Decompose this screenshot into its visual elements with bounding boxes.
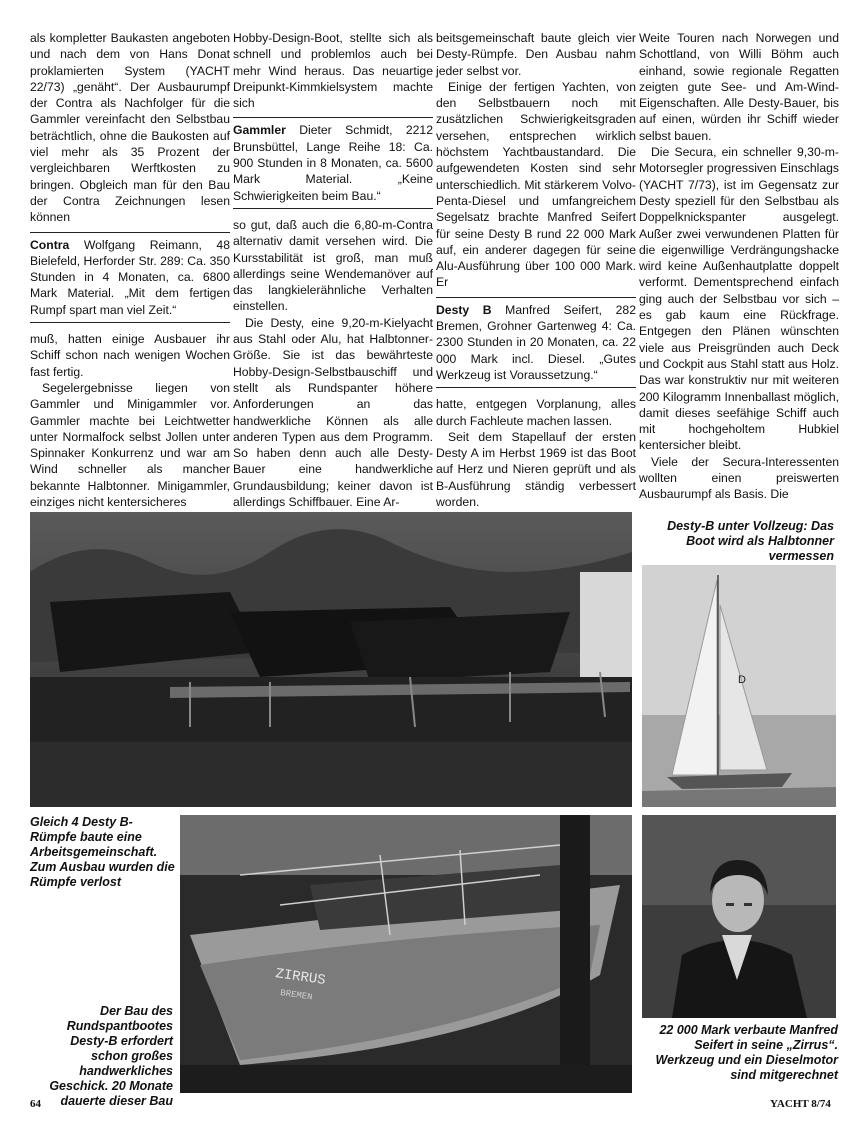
photo-hulls-yard — [30, 512, 632, 807]
builder-details: Wolfgang Reimann, 48 Bielefeld, Herforder Str. 289: Ca. 350 Stunden in 4 Monaten, ca. 6800 Mark Material. „Mit dem fertigen Rumpf spart man viel Zeit.“ — [30, 237, 230, 317]
text-column-2 — [233, 30, 433, 510]
photo-portrait-seifert — [642, 815, 836, 1018]
builder-info-box — [233, 117, 433, 208]
article-paragraph: Die Secura, ein schneller 9,30-m-Motorsegler progressiven Einschlags (YACHT 7/73), ist im Gegensatz zur Desty speziell für den Selbstbau als Doppelknickspanter ausgelegt. Außer zwei verwundenen Platten für die eigenwillige Verdrängungshacke wird keine Außenhautplatte doppelt verformt. Dementsprechend einfach ging auch der Selbstbau vor sich – es gab kaum eine Rückfrage. Entgegen den Plänen wünschten viele aus Preisgründen auch Deck und Cockpit aus Stahl statt aus Holz. Das war konstruktiv nur mit weiteren 200 Kilogramm Innenballast möglich, damit dieses seefähige Schiff auch mit hochgeholtem Hubkiel kentersicher bleibt. — [639, 145, 839, 453]
photo-desty-sailing — [642, 565, 836, 807]
builder-boat-name: Contra — [30, 237, 70, 252]
issue-label: YACHT 8/74 — [770, 1098, 831, 1110]
svg-text:ZIRRUS: ZIRRUS — [274, 966, 327, 989]
photo-hull-construction — [180, 815, 632, 1093]
caption-construction: Der Bau des Rundspantbootes Desty-B erfordert schon großes handwerkliches Geschick. 20 Monate dauerte dieser Bau — [49, 1004, 173, 1108]
builder-boat-name: Desty B — [436, 302, 492, 317]
caption-desty-sailing: Desty-B unter Vollzeug: Das Boot wird als Halbtonner vermessen — [667, 519, 834, 563]
builder-info-box — [436, 297, 636, 388]
photo-desty-sailing-image — [642, 565, 836, 807]
article-paragraph: Weite Touren nach Norwegen und Schottland, von Willi Böhm auch einhand, sowie regionale Regatten zeigten gute See- und Am-Wind-Eigenschaften. Alle Desty-Bauer, bis auf einen, würden ihr Schiff wieder selbst bauen. — [639, 31, 839, 143]
photo-portrait-seifert-image — [642, 815, 836, 1018]
article-paragraph: Segelergebnisse liegen von Gammler und Minigammler vor. Gammler machte bei Leichtwetter unter Normalfock selbst Jollen unter Spinnaker Konkurrenz und war am Wind schneller als mancher bekannte Halbtonner. Minigammler, einziges nicht kentersicheres — [30, 380, 230, 510]
article-paragraph: muß, hatten einige Ausbauer ihr Schiff schon nach wenigen Wochen fast fertig. — [30, 332, 230, 379]
article-paragraph: Viele der Secura-Interessenten wollten einen preiswerten Ausbaurumpf als Basis. Die — [639, 454, 839, 502]
builder-details: Dieter Schmidt, 2212 Brunsbüttel, Lange Reihe 18: Ca. 900 Stunden in 8 Monaten, ca. 5600 Mark Material. „Keine Schwierigkeiten beim Bau.“ — [233, 123, 433, 203]
page-number: 64 — [30, 1098, 41, 1110]
article-paragraph: Seit dem Stapellauf der ersten Desty A im Herbst 1969 ist das Boot auf Herz und Nieren geprüft und als B-Ausführung ständig verbessert worden. — [436, 429, 636, 510]
article-paragraph: Die Desty, eine 9,20-m-Kielyacht aus Stahl oder Alu, hat Halbtonner-Größe. Sie ist das bewährteste Hobby-Design-Selbstbauschiff und stellt als Rundspanter höhere Anforderungen an das handwerkliche Können als alle anderen Typen aus dem Programm. So haben denn auch alle Desty-Bauer eine handwerkliche Grundausbildung; keiner davon ist allerdings Schiffbauer. Eine Ar- — [233, 315, 433, 510]
photo-hull-construction-image — [180, 815, 632, 1093]
builder-details: Manfred Seifert, 282 Bremen, Grohner Gartenweg 4: Ca. 2300 Stunden in 20 Monaten, ca. 22 000 Mark incl. Diesel. „Gutes Werkzeug ist Voraussetzung.“ — [436, 302, 636, 382]
text-column-1 — [30, 30, 230, 510]
svg-text:D: D — [738, 674, 746, 686]
text-column-4 — [639, 30, 839, 503]
article-paragraph: beitsgemeinschaft baute gleich vier Desty-Rümpfe. Den Ausbau nahm jeder selbst vor. — [436, 31, 636, 78]
article-paragraph: Hobby-Design-Boot, stellte sich als schnell und problemlos auch bei mehr Wind heraus. Das neuartige Dreipunkt-Kimmkielsystem machte sich — [233, 31, 433, 111]
photo-hulls-yard-image — [30, 512, 632, 807]
svg-text:BREMEN: BREMEN — [279, 988, 314, 1003]
article-paragraph: Einige der fertigen Yachten, von den Selbstbauern noch mit zusätzlichen Schwierigkeitsgraden versehen, entsprechen wirklich höchstem Yachtbaustandard. Die aufgewendeten Kosten sind sehr unterschiedlich. Mit stärkerem Volvo-Penta-Diesel und umfangreichem Segelsatz brachte Manfred Seifert für seine Desty B rund 22 000 Mark auf, ein anderer dagegen für seine Alu-Ausführung über 100 000 Mark. Er — [436, 79, 636, 290]
caption-four-hulls: Gleich 4 Desty B-Rümpfe baute eine Arbeitsgemeinschaft. Zum Ausbau wurden die Rümpfe verlost — [30, 815, 175, 889]
text-column-3 — [436, 30, 636, 510]
builder-boat-name: Gammler — [233, 123, 286, 138]
caption-portrait: 22 000 Mark verbaute Manfred Seifert in seine „Zirrus“. Werkzeug und ein Dieselmotor sind mitgerechnet — [655, 1023, 838, 1082]
builder-info-box — [30, 232, 230, 323]
article-paragraph: als kompletter Baukasten angeboten und nach dem von Hans Donat proklamierten System (YACHT 22/73) „genäht“. Der Ausbaurumpf der Contra als Nachfolger für die Gammler vereinfacht den Selbstbau beträchtlich, ohne die Baukosten auf viel mehr als 35 Prozent der vergleichbaren Werftkosten zu bringen. Obgleich man für den Bau der Contra Zeichnungen lesen können — [30, 31, 230, 225]
article-paragraph: hatte, entgegen Vorplanung, alles durch Fachleute machen lassen. — [436, 397, 636, 428]
article-paragraph: so gut, daß auch die 6,80-m-Contra alternativ damit versehen wird. Die Kursstabilität ist groß, man muß allerdings seine Wendemanöver auf das langkielerähnliche Verhalten einstellen. — [233, 217, 433, 314]
